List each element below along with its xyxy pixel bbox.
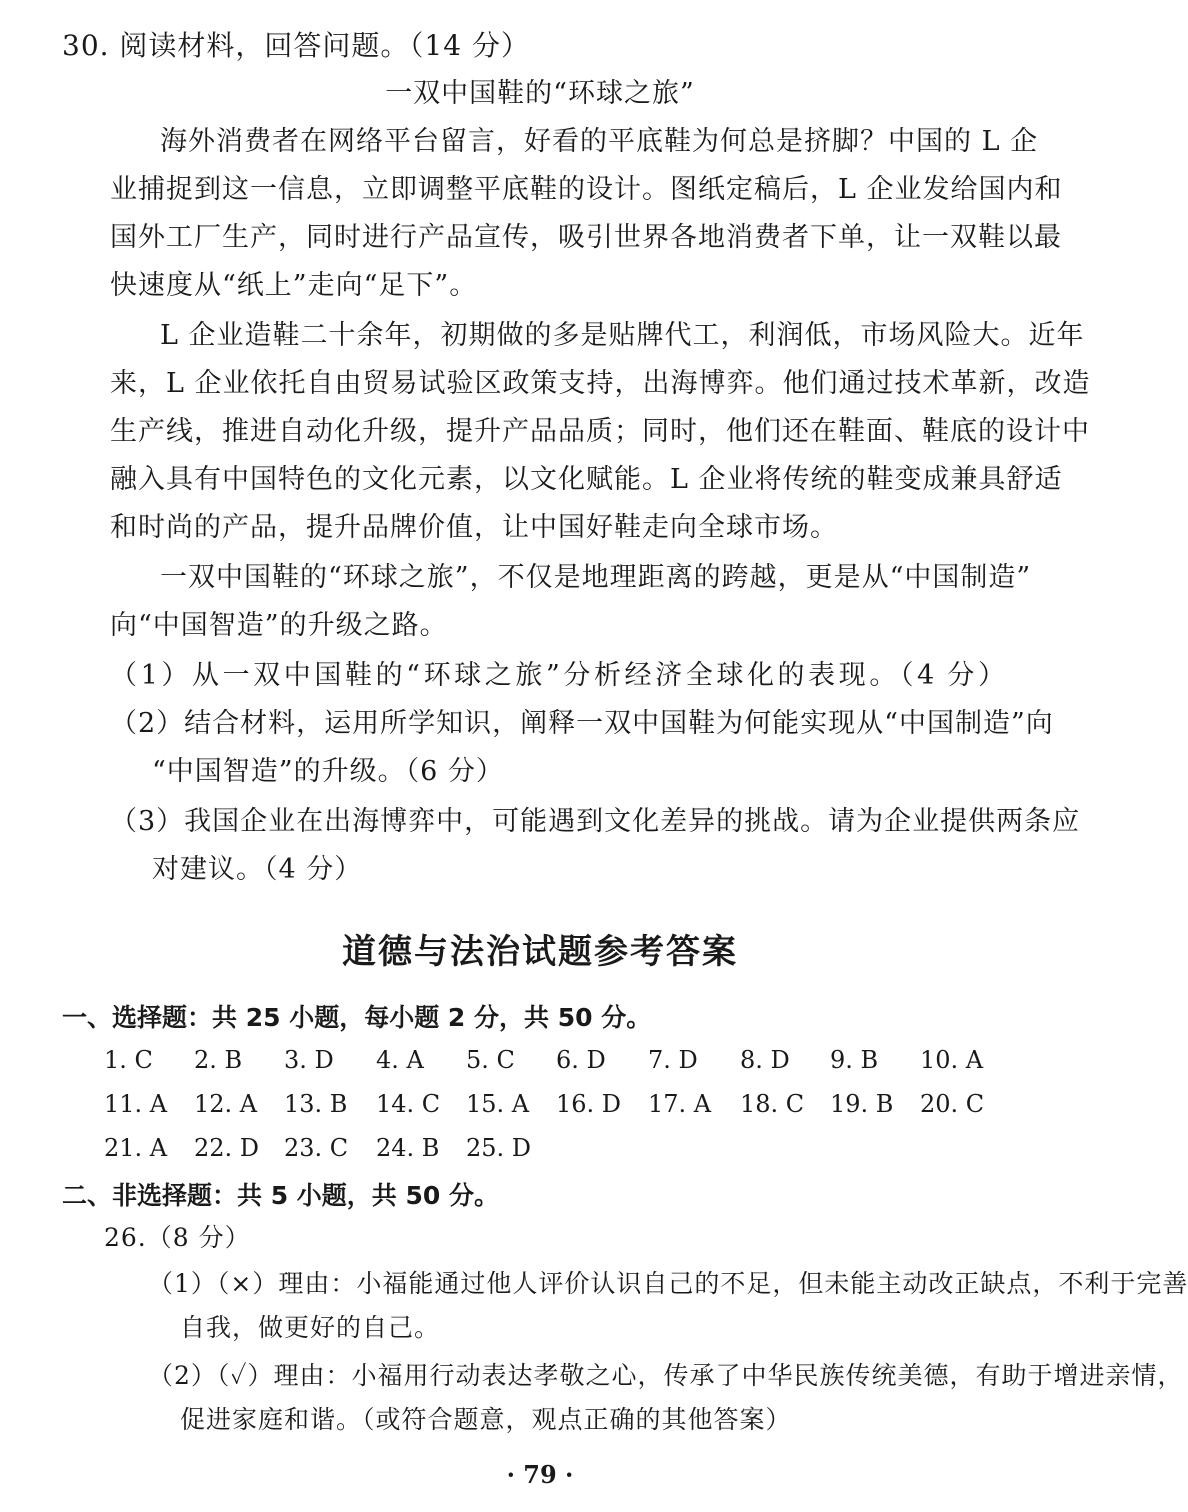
answer-item: 17. A bbox=[648, 1090, 712, 1118]
answer-item: 21. A bbox=[104, 1134, 168, 1162]
answer-item: 25. D bbox=[466, 1134, 532, 1162]
answer-item: 8. D bbox=[740, 1046, 790, 1074]
sub-question-3-cont: 对建议。（4 分） bbox=[152, 854, 363, 885]
sub-question-2-cont: “中国智造”的升级。（6 分） bbox=[152, 756, 504, 787]
section-nonchoice-heading: 二、非选择题：共 5 小题，共 50 分。 bbox=[62, 1181, 500, 1210]
passage-line: 来，L 企业依托自由贸易试验区政策支持，出海博弈。他们通过技术革新，改造 bbox=[110, 368, 1091, 399]
answer-item: 5. C bbox=[466, 1046, 515, 1074]
q26-answer-1-cont: 自我，做更好的自己。 bbox=[180, 1313, 441, 1342]
answer-item: 6. D bbox=[556, 1046, 606, 1074]
passage-title: 一双中国鞋的“环球之旅” bbox=[385, 78, 695, 109]
answer-item: 23. C bbox=[284, 1134, 349, 1162]
answer-item: 19. B bbox=[830, 1090, 894, 1118]
answer-item: 11. A bbox=[104, 1090, 168, 1118]
answer-item: 22. D bbox=[194, 1134, 260, 1162]
sub-question-2: （2）结合材料，运用所学知识，阐释一双中国鞋为何能实现从“中国制造”向 bbox=[110, 708, 1054, 739]
answer-item: 16. D bbox=[556, 1090, 622, 1118]
answer-item: 9. B bbox=[830, 1046, 879, 1074]
passage-line: 业捕捉到这一信息，立即调整平底鞋的设计。图纸定稿后，L 企业发给国内和 bbox=[110, 174, 1063, 205]
page-number: · 79 · bbox=[506, 1460, 574, 1489]
sub-question-1: （1）从一双中国鞋的“环球之旅”分析经济全球化的表现。（4 分） bbox=[110, 660, 1006, 691]
answer-item: 1. C bbox=[104, 1046, 153, 1074]
answer-item: 18. C bbox=[740, 1090, 805, 1118]
section-choice-heading: 一、选择题：共 25 小题，每小题 2 分，共 50 分。 bbox=[62, 1003, 652, 1032]
passage-line: 生产线，推进自动化升级，提升产品品质；同时，他们还在鞋面、鞋底的设计中 bbox=[110, 416, 1090, 447]
passage-line: 融入具有中国特色的文化元素，以文化赋能。L 企业将传统的鞋变成兼具舒适 bbox=[110, 464, 1063, 495]
q26-answer-2-cont: 促进家庭和谐。（或符合题意，观点正确的其他答案） bbox=[180, 1405, 792, 1434]
passage-line: 国外工厂生产，同时进行产品宣传，吸引世界各地消费者下单，让一双鞋以最 bbox=[110, 222, 1062, 253]
answer-item: 24. B bbox=[376, 1134, 440, 1162]
answer-item: 2. B bbox=[194, 1046, 243, 1074]
passage-line: 一双中国鞋的“环球之旅”，不仅是地理距离的跨越，更是从“中国制造” bbox=[160, 562, 1032, 593]
answer-item: 4. A bbox=[376, 1046, 424, 1074]
passage-line: 向“中国智造”的升级之路。 bbox=[110, 610, 448, 641]
answer-key-title: 道德与法治试题参考答案 bbox=[342, 932, 738, 972]
answer-item: 13. B bbox=[284, 1090, 348, 1118]
q26-header: 26.（8 分） bbox=[104, 1223, 251, 1252]
passage-line: L 企业造鞋二十余年，初期做的多是贴牌代工，利润低，市场风险大。近年 bbox=[160, 320, 1085, 351]
answer-item: 3. D bbox=[284, 1046, 334, 1074]
answer-item: 10. A bbox=[920, 1046, 984, 1074]
sub-question-3: （3）我国企业在出海博弈中，可能遇到文化差异的挑战。请为企业提供两条应 bbox=[110, 806, 1081, 837]
passage-line: 海外消费者在网络平台留言，好看的平底鞋为何总是挤脚？中国的 L 企 bbox=[160, 126, 1039, 157]
passage-line: 快速度从“纸上”走向“足下”。 bbox=[110, 270, 478, 301]
question-header: 30. 阅读材料，回答问题。（14 分） bbox=[62, 29, 530, 62]
q26-answer-1: （1）（×）理由：小福能通过他人评价认识自己的不足，但未能主动改正缺点，不利于完善 bbox=[148, 1269, 1188, 1298]
answer-item: 12. A bbox=[194, 1090, 258, 1118]
passage-line: 和时尚的产品，提升品牌价值，让中国好鞋走向全球市场。 bbox=[110, 512, 838, 543]
answer-item: 20. C bbox=[920, 1090, 985, 1118]
answer-item: 15. A bbox=[466, 1090, 530, 1118]
answer-item: 7. D bbox=[648, 1046, 698, 1074]
answer-item: 14. C bbox=[376, 1090, 441, 1118]
q26-answer-2: （2）（✓）理由：小福用行动表达孝敬之心，传承了中华民族传统美德，有助于增进亲情， bbox=[148, 1361, 1184, 1390]
